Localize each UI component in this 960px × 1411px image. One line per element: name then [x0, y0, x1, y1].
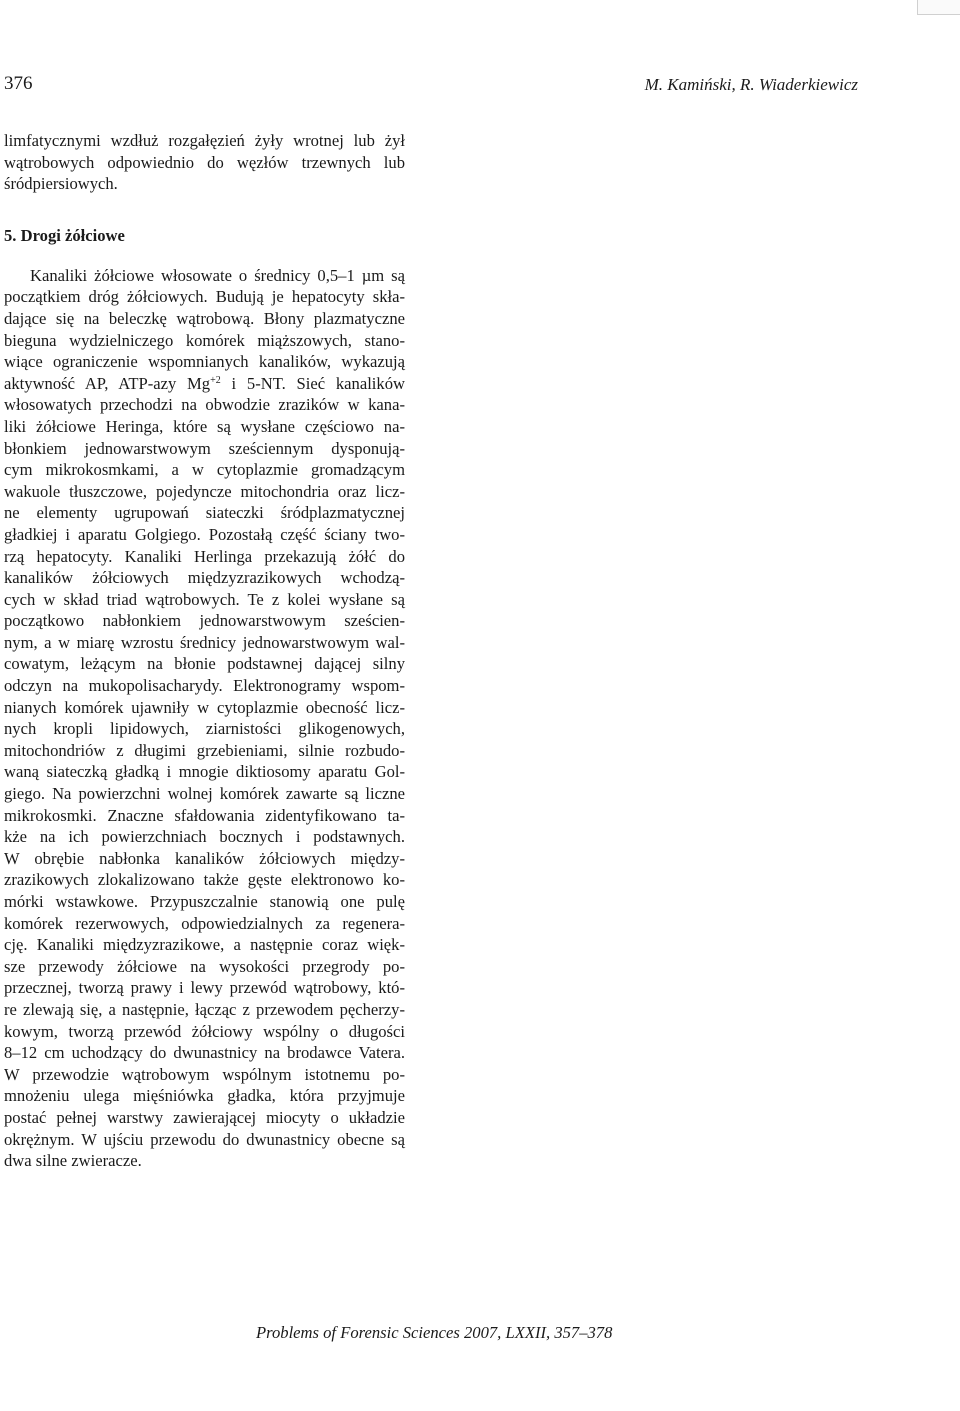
- text-line: przecznej, tworzą prawy i lewy przewód wątrobowy, któ-: [4, 978, 405, 998]
- text-line: wątrobowych odpowiednio do węzłów trzewnych lub: [4, 152, 405, 172]
- text-line: bieguna wydzielniczego komórek miąższowych, stano-: [4, 330, 405, 350]
- body-paragraph: [4, 265, 405, 1172]
- text-line: włosowatych przechodzi na obwodzie zrazików w kana-: [4, 395, 405, 415]
- text-line: gładkiej i aparatu Golgiego. Pozostałą część ściany two-: [4, 524, 405, 544]
- text-line: dające się na beleczkę wątrobową. Błony plazmatyczne: [4, 308, 405, 328]
- text-line: W przewodzie wątrobowym wspólnym istotnemu po-: [4, 1064, 405, 1084]
- text-line: dwa silne zwieracze.: [4, 1151, 142, 1171]
- text-line-with-superscript: [4, 373, 405, 395]
- text-line: sze przewody żółciowe na wysokości przegrody po-: [4, 956, 405, 976]
- line-part: aktywność AP, ATP-azy Mg: [4, 373, 211, 393]
- section-heading: 5. Drogi żółciowe: [4, 225, 125, 245]
- text-line: postać pełnej warstwy zawierającej miocyty o układzie: [4, 1107, 405, 1127]
- journal-footer: Problems of Forensic Sciences 2007, LXXII, 357–378: [256, 1323, 613, 1342]
- text-line: początkiem dróg żółciowych. Budują je hepatocyty skła-: [4, 287, 405, 307]
- text-line: 8–12 cm uchodzący do dwunastnicy na brodawce Vatera.: [4, 1043, 405, 1063]
- text-line: rzą hepatocyty. Kanaliki Herlinga przekazują żółć do: [4, 546, 405, 566]
- text-line: mikrokosmki. Znaczne sfałdowania zidentyfikowano ta-: [4, 805, 405, 825]
- intro-paragraph: [4, 130, 405, 195]
- text-line: wakuole tłuszczowe, pojedyncze mitochondria oraz licz-: [4, 481, 405, 501]
- text-line: cję. Kanaliki międzyzrazikowe, a następnie coraz więk-: [4, 935, 405, 955]
- text-line: śródpiersiowych.: [4, 174, 118, 194]
- text-line: mórki wstawkowe. Przypuszczalnie stanowią one pulę: [4, 892, 405, 911]
- text-line: liki żółciowe Heringa, które są wysłane częściowo na-: [4, 416, 405, 436]
- text-line: cym mikrokosmkami, a w cytoplazmie gromadzącym: [4, 460, 405, 480]
- text-line: cych w skład triad wątrobowych. Te z kolei wysłane są: [4, 589, 405, 609]
- text-line: okrężnym. W ujściu przewodu do dwunastnicy obecne są: [4, 1129, 405, 1149]
- text-line: Kanaliki żółciowe włosowate o średnicy 0,5–1 µm są: [30, 265, 405, 285]
- corner-mark: [917, 0, 960, 15]
- running-head-authors: M. Kamiński, R. Wiaderkiewicz: [644, 75, 858, 94]
- text-line: kowym, tworzą przewód żółciowy wspólny o długości: [4, 1021, 405, 1041]
- text-line: nym, a w miarę wzrostu średnicy jednowarstwowym wal-: [4, 632, 405, 652]
- page-number: 376: [4, 73, 33, 94]
- text-line: nych kropli lipidowych, ziarnistości glikogenowych,: [4, 719, 405, 739]
- text-line: waną siateczką gładką i mnogie diktiosomy aparatu Gol-: [4, 762, 405, 782]
- body-lines: [4, 394, 405, 1171]
- text-line: zrazikowych zlokalizowano także gęste elektronowo ko-: [4, 870, 405, 890]
- text-line: wiące ograniczenie wspomnianych kanalików, wykazują: [4, 352, 405, 372]
- text-line: odczyn na mukopolisacharydy. Elektronogramy wspom-: [4, 676, 405, 696]
- line-part: i 5-NT. Sieć kanalików: [220, 373, 405, 393]
- text-line: mitochondriów z długimi grzebieniami, silnie rozbudo-: [4, 740, 405, 760]
- text-line: giego. Na powierzchni wolnej komórek zawarte są liczne: [4, 784, 405, 804]
- text-line: nianych komórek ujawniły w cytoplazmie obecność licz-: [4, 697, 405, 717]
- text-line: komórek rezerwowych, odpowiedzialnych za regenera-: [4, 913, 405, 933]
- text-column: [4, 130, 405, 1172]
- text-line: W obrębie nabłonka kanalików żółciowych między-: [4, 848, 405, 868]
- text-line: błonkiem jednowarstwowym sześciennym dysponują-: [4, 438, 405, 458]
- text-line: ne elementy ugrupowań siateczki śródplazmatycznej: [4, 503, 405, 523]
- text-line: cowatym, leżącym na błonie podstawnej dającej silny: [4, 654, 405, 674]
- text-line: limfatycznymi wzdłuż rozgałęzień żyły wrotnej lub żył: [4, 131, 405, 150]
- text-line: re zlewają się, a następnie, łącząc z przewodem pęcherzy-: [4, 999, 405, 1019]
- text-line: początkowo nabłonkiem jednowarstwowym sześcien-: [4, 611, 405, 631]
- text-line: kże na ich powierzchniach bocznych i podstawnych.: [4, 827, 405, 847]
- text-line: kanalików żółciowych międzyzrazikowych wchodzą-: [4, 568, 405, 588]
- superscript: +2: [210, 374, 221, 386]
- text-line: mnożeniu ulega mięśniówka gładka, która przyjmuje: [4, 1086, 405, 1106]
